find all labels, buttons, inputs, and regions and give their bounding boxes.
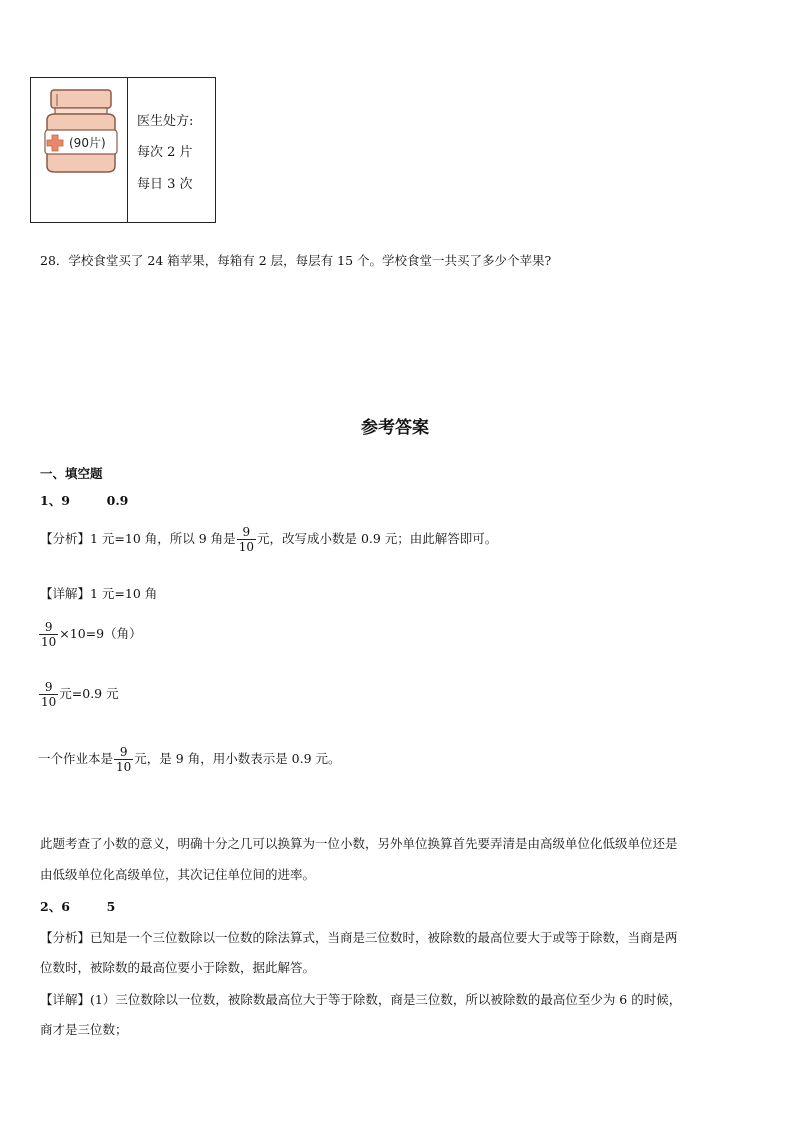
answer-1-detail: 【详解】1 元=10 角 (40, 586, 158, 601)
medicine-bottle-icon (39, 86, 123, 176)
answer-1-analysis (40, 525, 497, 554)
prescription-figure (30, 77, 216, 223)
answer-2-value: 5 (106, 899, 116, 914)
answer-2-head (40, 897, 115, 915)
answer-1-conclusion: 一个作业本是 $\frac{9}{10}$ 元，是 9 角，用小数表示是 0.9 元。 (38, 745, 341, 774)
answer-1-note-line-1: 此题考查了小数的意义，明确十分之几可以换算为一位小数，另外单位换算首先要弄清是由高级单位化低级单位还是 (40, 836, 678, 851)
prescription-frequency: 每日 3 次 (137, 177, 193, 192)
prescription-dose: 每次 2 片 (137, 145, 193, 160)
answer-1-head (40, 491, 128, 509)
answer-1-equation-2: $\frac{9}{10}$ 元=0.9 元 (41, 680, 119, 709)
fraction: $\frac{9}{10}$ (41, 620, 57, 649)
answer-title: 参考答案 (361, 418, 429, 438)
analysis-text-post: 元，改写成小数是 0.9 元；由此解答即可。 (256, 531, 498, 546)
answer-2-detail-line-1: 【详解】(1）三位数除以一位数，被除数最高位大于等于除数，商是三位数，所以被除数的最高位至少为 6 的时候， (40, 992, 682, 1007)
answer-1-value: 0.9 (106, 493, 129, 508)
answer-1-note-line-2: 由低级单位化高级单位，其次记住单位间的进率。 (40, 867, 316, 882)
section-fill-blank: 一、填空题 (40, 466, 103, 481)
answer-2-number: 2、6 (40, 899, 70, 914)
fraction: $\frac{9}{10}$ (116, 745, 132, 774)
answer-1-equation-1: $\frac{9}{10}$ ×10=9（角） (41, 620, 142, 649)
fraction: $\frac{9}{10}$ (238, 525, 254, 554)
answer-2-analysis-line-1: 【分析】已知是一个三位数除以一位数的除法算式，当商是三位数时，被除数的最高位要大于或等于除数，当商是两 (40, 930, 678, 945)
answer-2-analysis-line-2: 位数时，被除数的最高位要小于除数，据此解答。 (40, 960, 316, 975)
figure-divider (127, 78, 128, 222)
answer-1-number: 1、9 (40, 493, 70, 508)
analysis-text-pre: 【分析】1 元=10 角，所以 9 角是 (40, 531, 236, 546)
question-28: 28．学校食堂买了 24 箱苹果，每箱有 2 层，每层有 15 个。学校食堂一共买了多少个苹果? (40, 253, 552, 268)
prescription-title: 医生处方: (137, 114, 194, 129)
svg-text:(90片): (90片) (69, 136, 106, 150)
answer-2-detail-line-2: 商才是三位数； (40, 1022, 128, 1037)
fraction: $\frac{9}{10}$ (41, 680, 57, 709)
